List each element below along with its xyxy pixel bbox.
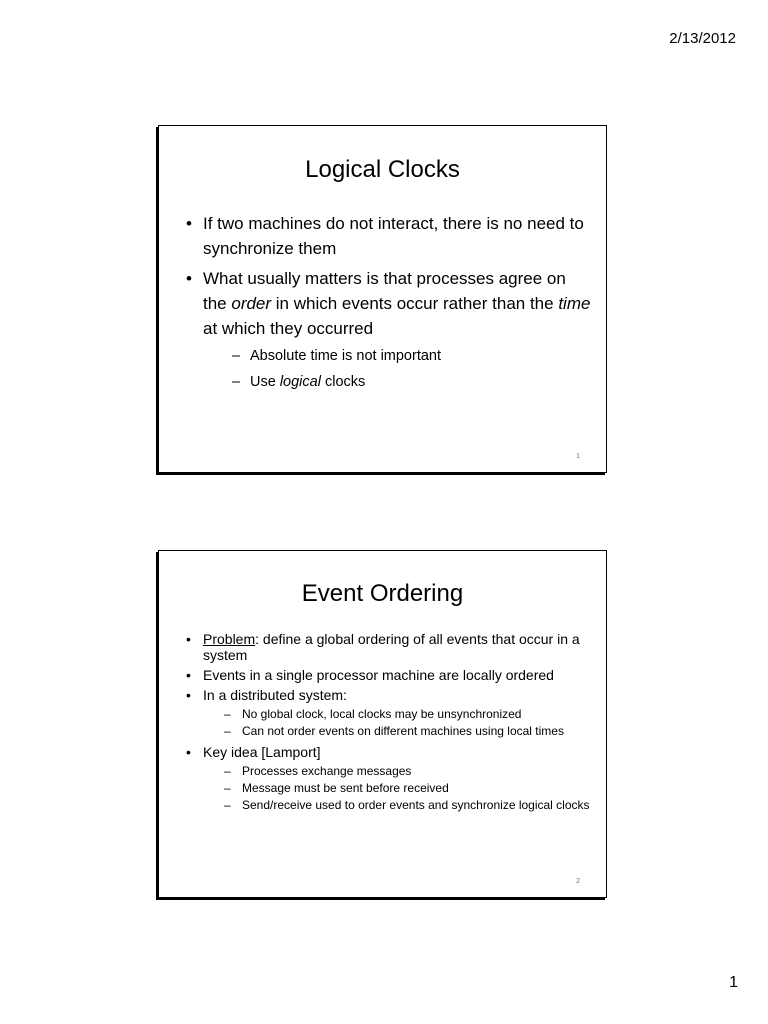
- emphasis-order: order: [231, 294, 272, 313]
- sub-bullet-text: Processes exchange messages: [242, 764, 412, 778]
- bullet-dot-icon: •: [186, 744, 191, 760]
- page-number: 1: [729, 974, 738, 991]
- problem-label: Problem: [203, 631, 256, 647]
- dash-icon: –: [224, 724, 231, 738]
- dash-icon: –: [232, 374, 241, 390]
- sub-bullet-item: [186, 798, 592, 812]
- emphasis-logical: logical: [279, 374, 321, 390]
- bullet-dot-icon: •: [186, 214, 192, 233]
- bullet-item: [186, 744, 592, 760]
- dash-icon: –: [224, 798, 231, 812]
- slide-event-ordering: [158, 550, 607, 898]
- sub-bullet-text: Message must be sent before received: [242, 781, 449, 795]
- bullet-item: [186, 687, 592, 703]
- sub-bullet-text: Use logical clocks: [250, 374, 366, 390]
- bullet-dot-icon: •: [186, 269, 192, 288]
- page-date: 2/13/2012: [669, 30, 736, 47]
- bullet-item: [186, 266, 592, 341]
- bullet-text: If two machines do not interact, there is no need to synchronize them: [203, 214, 584, 258]
- emphasis-time: time: [558, 294, 591, 313]
- slide-body: [186, 211, 592, 398]
- dash-icon: –: [224, 764, 231, 778]
- bullet-item: [186, 667, 592, 683]
- bullet-dot-icon: •: [186, 687, 191, 703]
- slide-title: Logical Clocks: [305, 156, 460, 183]
- sub-bullet-text: Can not order events on different machines using local times: [242, 724, 564, 738]
- sub-bullet-text: No global clock, local clocks may be unsynchronized: [242, 707, 522, 721]
- dash-icon: –: [224, 707, 231, 721]
- bullet-item: [186, 211, 592, 261]
- sub-bullet-text: Send/receive used to order events and synchronize logical clocks: [242, 798, 590, 812]
- sub-bullet-item: [186, 764, 592, 778]
- sub-bullet-text: Absolute time is not important: [250, 348, 442, 364]
- dash-icon: –: [232, 348, 241, 364]
- slide-title: Event Ordering: [301, 580, 464, 607]
- bullet-dot-icon: •: [186, 667, 191, 683]
- bullet-text: Events in a single processor machine are locally ordered: [203, 667, 554, 683]
- bullet-item: [186, 631, 592, 663]
- slide-number: 1: [576, 453, 580, 460]
- sub-bullet-item: [186, 724, 592, 738]
- sub-bullet-item: [186, 372, 592, 392]
- sub-bullet-item: [186, 346, 592, 366]
- sub-bullet-item: [186, 781, 592, 795]
- bullet-text: Key idea [Lamport]: [203, 744, 321, 760]
- bullet-text: Problem: define a global ordering of all events that occur in a system: [203, 631, 580, 663]
- slide-logical-clocks: [158, 125, 607, 473]
- sub-bullet-item: [186, 707, 592, 721]
- bullet-text: In a distributed system:: [203, 687, 347, 703]
- dash-icon: –: [224, 781, 231, 795]
- slide-body: [186, 631, 592, 815]
- slide-number: 2: [576, 878, 580, 885]
- bullet-dot-icon: •: [186, 631, 191, 647]
- bullet-text: What usually matters is that processes agree on the order in which events occur rather than the time at which they occurred: [203, 269, 591, 338]
